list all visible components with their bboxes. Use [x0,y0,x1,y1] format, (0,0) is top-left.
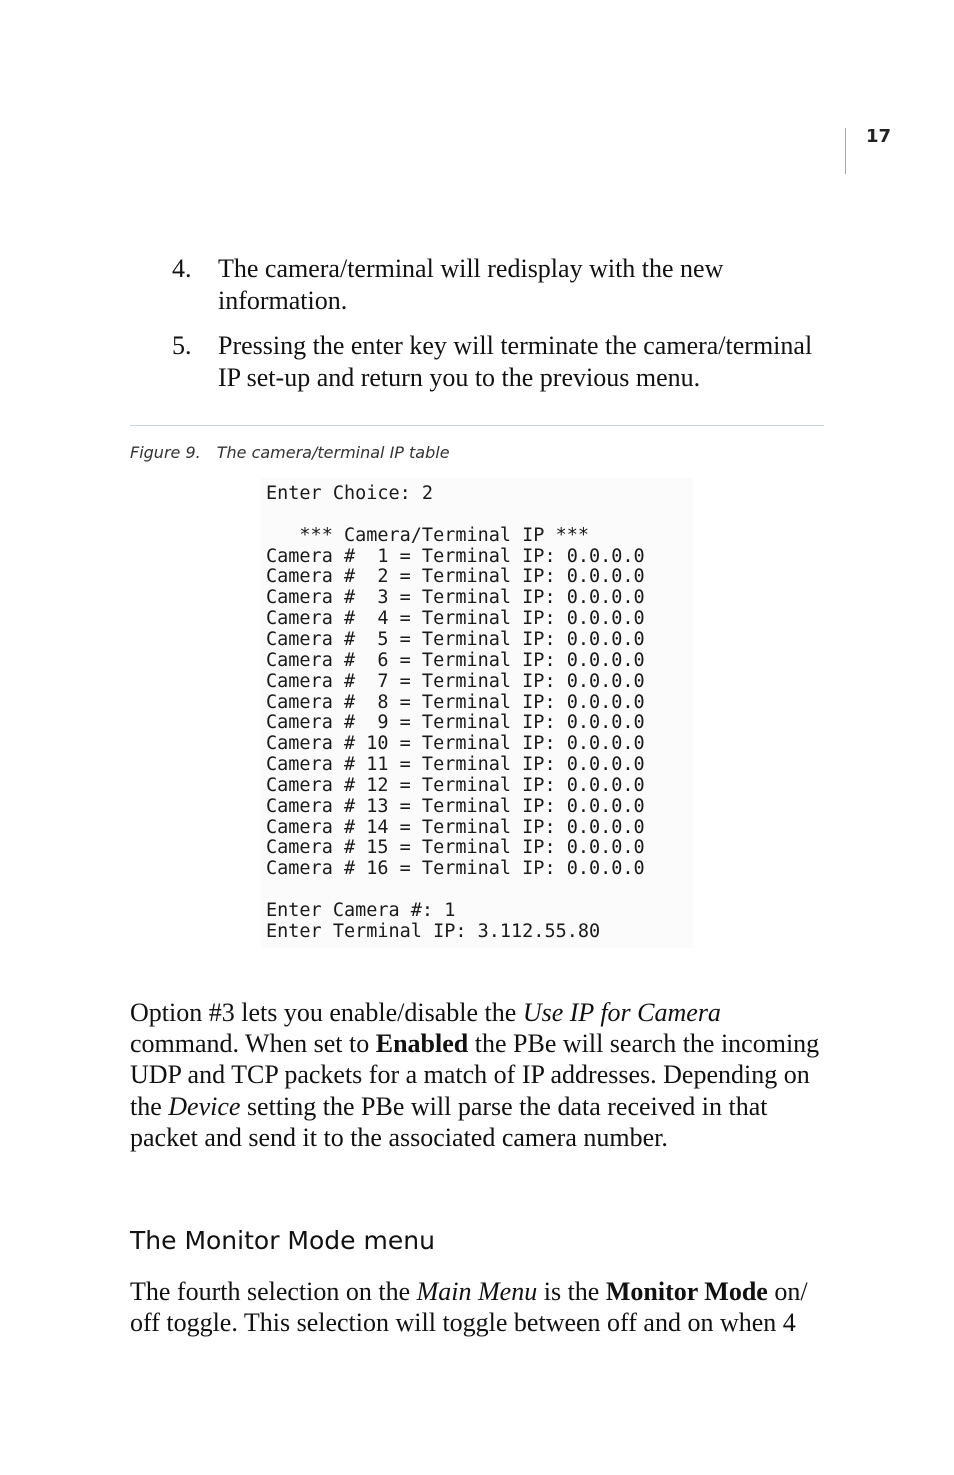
terminal-line: Enter Camera #: 1 [266,900,456,921]
terminal-line: Camera # 10 = Terminal IP: 0.0.0.0 [266,733,645,755]
terminal-line: Camera # 9 = Terminal IP: 0.0.0.0 [266,712,645,734]
italic-term: Use IP for Camera [522,998,721,1027]
terminal-line: Camera # 6 = Terminal IP: 0.0.0.0 [266,649,645,671]
terminal-line: Camera # 4 = Terminal IP: 0.0.0.0 [266,608,645,630]
step-text: The camera/terminal will redisplay with the new information. [218,254,724,315]
text: command. When set to [130,1029,376,1059]
terminal-line: *** Camera/Terminal IP *** [266,524,590,546]
terminal-line: Camera # 16 = Terminal IP: 0.0.0.0 [266,858,645,880]
italic-term: Main Menu [416,1277,538,1306]
option3-paragraph [130,997,820,1153]
terminal-line: Camera # 13 = Terminal IP: 0.0.0.0 [266,795,645,817]
terminal-line: Camera # 14 = Terminal IP: 0.0.0.0 [266,816,645,838]
bold-term: Enabled [375,1029,469,1059]
terminal-line: Enter Choice: 2 [266,483,434,504]
terminal-line: Camera # 12 = Terminal IP: 0.0.0.0 [266,774,645,796]
figure-caption [130,443,450,462]
terminal-line: Camera # 15 = Terminal IP: 0.0.0.0 [266,837,645,859]
text: the PBe will search the incoming UDP and TCP packets for a match of IP addresses. Depending on the [130,1029,820,1121]
terminal-line: Camera # 3 = Terminal IP: 0.0.0.0 [266,587,645,609]
numbered-steps [172,253,832,407]
page-number-divider [845,128,846,174]
page-number: 17 [866,126,892,147]
italic-term: Device [168,1091,241,1121]
text: is the [537,1277,606,1306]
bold-term: Monitor Mode [605,1277,768,1306]
list-item [172,253,832,317]
figure-title: The camera/terminal IP table [216,443,450,462]
figure-label: Figure 9. [130,443,201,462]
section-heading: The Monitor Mode menu [130,1226,435,1255]
text: Option #3 lets you enable/disable the [130,998,523,1027]
step-number: 5. [172,331,192,360]
terminal-line: Camera # 11 = Terminal IP: 0.0.0.0 [266,754,645,776]
step-number: 4. [172,254,192,283]
text: setting the PBe will parse the data received in that packet and send it to the associated camera number. [130,1091,768,1152]
monitor-paragraph [130,1276,830,1338]
terminal-line: Camera # 1 = Terminal IP: 0.0.0.0 [266,545,645,567]
figure-divider [130,425,824,426]
text: The fourth selection on the [130,1277,417,1306]
terminal-line: Camera # 7 = Terminal IP: 0.0.0.0 [266,670,645,692]
text: on/ off toggle. This selection will toggle between off and on when 4 [130,1277,808,1338]
terminal-line: Camera # 5 = Terminal IP: 0.0.0.0 [266,628,645,650]
terminal-screenshot [261,478,693,948]
terminal-line: Camera # 8 = Terminal IP: 0.0.0.0 [266,691,645,713]
step-text: Pressing the enter key will terminate the camera/terminal IP set-up and return you to the previous menu. [218,331,813,392]
terminal-line: Enter Terminal IP: 3.112.55.80 [266,920,601,942]
list-item [172,330,832,394]
terminal-line: Camera # 2 = Terminal IP: 0.0.0.0 [266,566,645,588]
